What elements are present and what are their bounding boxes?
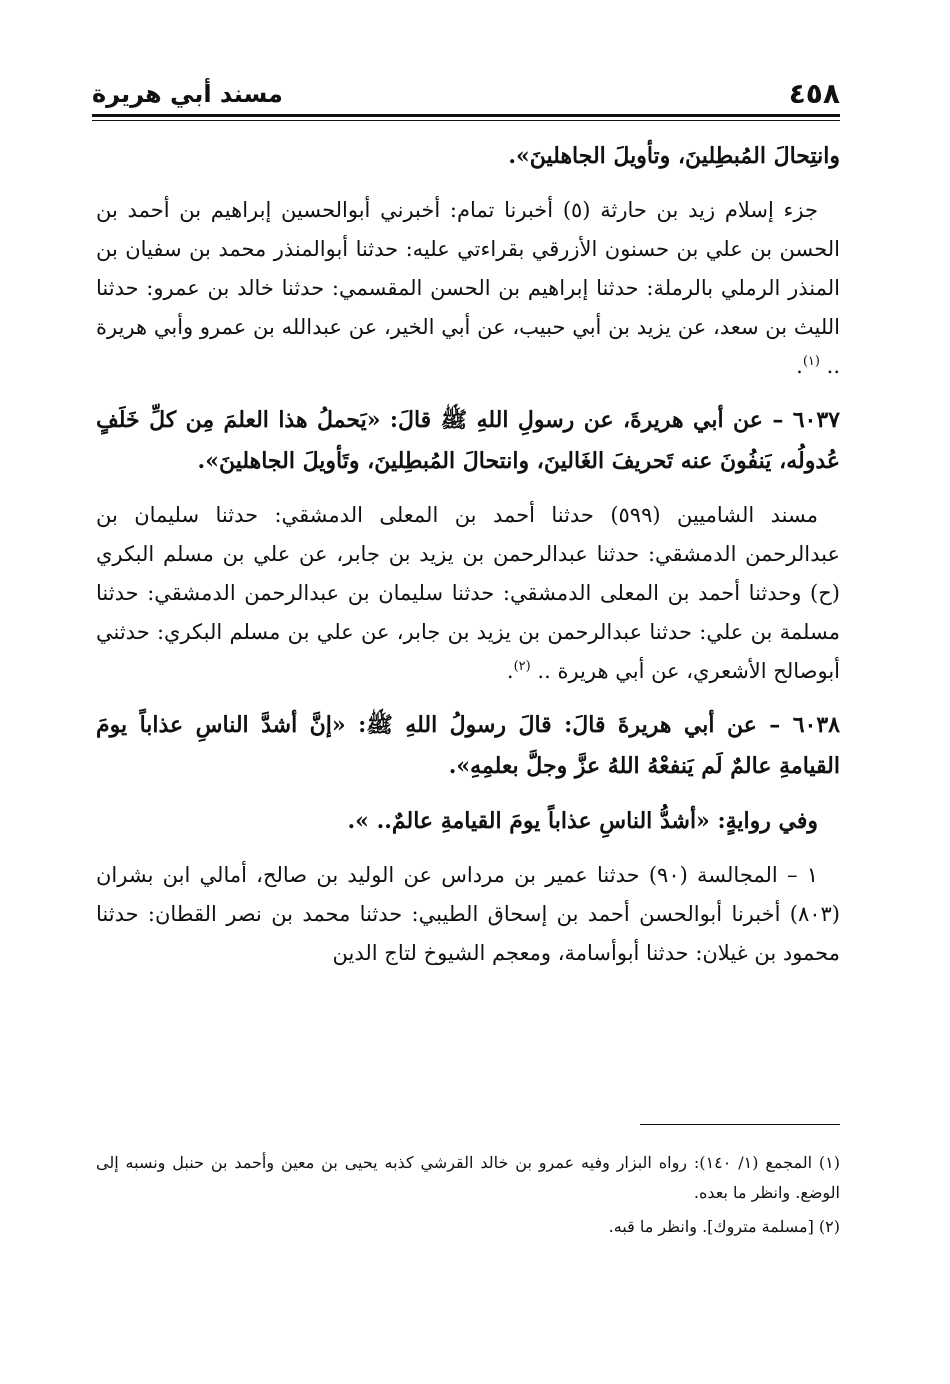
source-paragraph-1: جزء إسلام زيد بن حارثة (٥) أخبرنا تمام: أخبرني أبوالحسين إبراهيم بن أحمد بن الحسن بن علي بن حسنون الأزرقي بقراءتي عليه: حدثنا أبوالمنذر محمد بن سفيان بن المنذر الرملي بالرملة: حدثنا إبراهيم بن الحسن المقسمي: حدثنا خالد بن عمرو: حدثنا الليث بن سعد، عن يزيد بن أبي حبيب، عن أبي الخير، عن عبدالله بن عمرو وأبي هريرة .. $^{(١)}$. <box>96 198 840 378</box>
footnote-separator <box>640 1124 840 1125</box>
header-rule-thick <box>92 114 840 117</box>
source-paragraph-2: مسند الشاميين (٥٩٩) حدثنا أحمد بن المعلى الدمشقي: حدثنا سليمان بن عبدالرحمن الدمشقي: حدثنا عبدالرحمن بن يزيد بن جابر، عن علي بن مسلم البكري (ح) وحدثنا أحمد بن المعلى الدمشقي: حدثنا سليمان بن عبدالرحمن الدمشقي: حدثنا مسلمة بن علي: حدثنا عبدالرحمن بن يزيد بن جابر، عن علي بن مسلم البكري: حدثني أبوصالح الأشعري، عن أبي هريرة .. $^{(٢)}$. <box>96 503 840 683</box>
page-number: ٤٥٨ <box>788 77 840 110</box>
source-text-1: جزء إسلام زيد بن حارثة (٥) أخبرنا تمام: أخبرني أبوالحسين إبراهيم بن أحمد بن الحسن بن علي بن حسنون الأزرقي بقراءتي عليه: حدثنا أبوالمنذر محمد بن سفيان بن المنذر الرملي بالرملة: حدثنا إبراهيم بن الحسن المقسمي: حدثنا خالد بن عمرو: حدثنا الليث بن سعد، عن يزيد بن أبي حبيب، عن أبي الخير، عن عبدالله بن عمرو وأبي هريرة .. <box>96 198 840 378</box>
hadith-continuation: وانتِحالَ المُبطِلينَ، وتأويلَ الجاهلينَ». <box>508 143 840 169</box>
main-text <box>96 136 840 973</box>
footnote-1: (١) المجمع (١/ ١٤٠): رواه البزار وفيه عمرو بن خالد القرشي كذبه يحيى بن معين وأحمد بن حنبل ونسبه إلى الوضع. وانظر ما بعده. <box>96 1153 841 1202</box>
hadith-6037: ٦٠٣٧ – عن أبي هريرةَ، عن رسولِ اللهِ ﷺ قالَ: «يَحملُ هذا العلمَ مِن كلِّ خَلَفٍ عُدولُه، يَنفُونَ عنه تَحريفَ الغَالينَ، وانتحالَ المُبطِلينَ، وتَأويلَ الجاهلينَ». <box>96 407 840 474</box>
running-header <box>92 72 840 112</box>
footnotes <box>96 1148 840 1246</box>
source-text-2: مسند الشاميين (٥٩٩) حدثنا أحمد بن المعلى الدمشقي: حدثنا سليمان بن عبدالرحمن الدمشقي: حدثنا عبدالرحمن بن يزيد بن جابر، عن علي بن مسلم البكري (ح) وحدثنا أحمد بن المعلى الدمشقي: حدثنا سليمان بن عبدالرحمن الدمشقي: حدثنا مسلمة بن علي: حدثنا عبدالرحمن بن يزيد بن جابر، عن علي بن مسلم البكري: حدثني أبوصالح الأشعري، عن أبي هريرة .. <box>96 503 840 683</box>
header-rule-thin <box>92 120 840 121</box>
alternate-narration: وفي روايةٍ: «أشدُّ الناسِ عذاباً يومَ القيامةِ عالمٌ.. ». <box>347 808 818 834</box>
running-title: مسند أبي هريرة <box>92 80 283 108</box>
footnote-ref-1: (١) <box>802 354 820 369</box>
footnote-ref-2: (٢) <box>513 659 531 674</box>
footnote-2: (٢) [مسلمة متروك]. وانظر ما قبه. <box>608 1217 840 1236</box>
hadith-6038: ٦٠٣٨ – عن أبي هريرةَ قالَ: قالَ رسولُ اللهِ ﷺ: «إنَّ أشدَّ الناسِ عذاباً يومَ القيامةِ عالمٌ لَم يَنفعْهُ اللهُ عزَّ وجلَّ بعلمِهِ». <box>96 712 840 779</box>
source-paragraph-3: ١ – المجالسة (٩٠) حدثنا عمير بن مرداس عن الوليد بن صالح، أمالي ابن بشران (٨٠٣) أخبرنا أبوالحسن أحمد بن إسحاق الطيبي: حدثنا محمد بن نصر القطان: حدثنا محمود بن غيلان: حدثنا أبوأسامة، ومعجم الشيوخ لتاج الدين <box>96 863 840 965</box>
